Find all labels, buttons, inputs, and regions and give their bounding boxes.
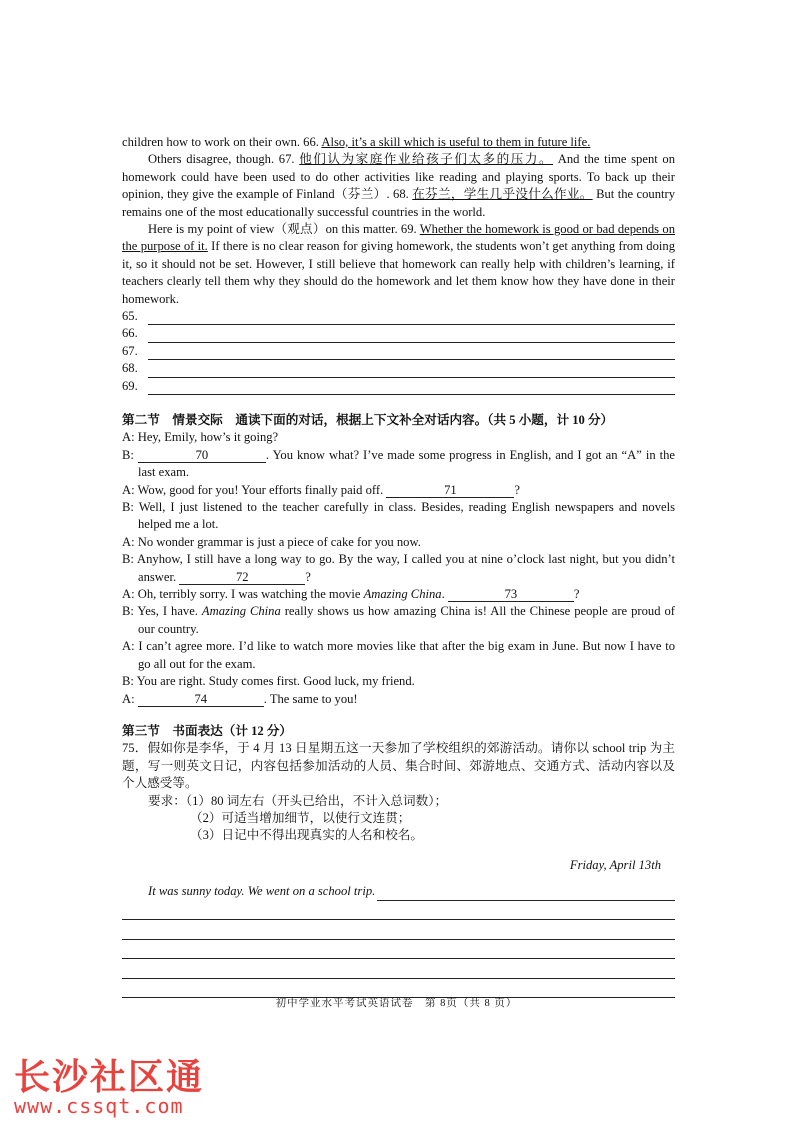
- watermark-logo: 长沙社区通: [14, 1057, 205, 1098]
- dialogue-line: A: No wonder grammar is just a piece of cake for you now.: [122, 534, 421, 549]
- answer-line-65[interactable]: 65.: [122, 308, 675, 325]
- underlined-sentence-67: 他们认为家庭作业给孩子们太多的压力。: [299, 152, 554, 167]
- paragraph-3: Here is my point of view（观点）on this matter. 69. Whether the homework is good or bad depends on the purpose of it. If there is no clear reason for giving homework, the students won’t get anything from doing it, so it should not be set. However, I still believe that homework can really help with children’s learning, if teachers clearly tell them why they should do the homework and let them know how they have done in their homework.: [122, 222, 675, 306]
- page-footer: 初中学业水平考试英语试卷 第 8页（共 8 页）: [275, 998, 518, 1009]
- watermark-url: www.cssqt.com: [14, 1094, 184, 1118]
- blank-74[interactable]: 74: [138, 693, 264, 707]
- requirement-2: （2）可适当增加细节，以使行文连贯；: [190, 811, 411, 826]
- diary-start-line[interactable]: It was sunny today. We went on a school trip.: [122, 883, 675, 900]
- section-2-title: 第二节 情景交际 通读下面的对话，根据上下文补全对话内容。（共 5 小题，计 10 分）: [122, 413, 614, 427]
- dialogue-line: A: 74 . The same to you!: [122, 691, 358, 706]
- writing-line[interactable]: [122, 920, 675, 940]
- answer-blank[interactable]: [148, 347, 675, 360]
- section-3-writing: [122, 723, 675, 998]
- dialogue-line: B: 70 . You know what? I’ve made some progress in English, and I got an “A” in the last exam.: [122, 447, 675, 480]
- diary-date: Friday, April 13th: [569, 857, 661, 872]
- blank-72[interactable]: 72: [179, 571, 305, 585]
- answer-blank[interactable]: [148, 382, 675, 395]
- answer-blank[interactable]: [148, 365, 675, 378]
- dialogue-line: B: Well, I just listened to the teacher carefully in class. Besides, reading English newspapers and novels helped me a lot.: [122, 500, 675, 532]
- paragraph-2: Others disagree, though. 67. 他们认为家庭作业给孩子们太多的压力。 And the time spent on homework could have been used to do other activities like reading and playing sports. To back up their opinion, they give the example of Finland（芬兰）. 68. 在芬兰，学生几乎没什么作业。 But the country remains one of the most educationally successful countries in the world.: [122, 152, 676, 219]
- dialogue-line: A: Wow, good for you! Your efforts finally paid off. 71 ?: [122, 482, 520, 497]
- answer-line-68[interactable]: 68.: [122, 360, 675, 377]
- answer-blank[interactable]: [148, 312, 675, 325]
- answer-line-69[interactable]: 69.: [122, 378, 675, 395]
- dialogue-line: A: I can’t agree more. I’d like to watch more movies like that after the big exam in June. But now I have to go all out for the exam.: [122, 639, 675, 671]
- dialogue-line: B: You are right. Study comes first. Good luck, my friend.: [122, 674, 415, 689]
- blank-70[interactable]: 70: [138, 449, 266, 463]
- writing-line[interactable]: [122, 940, 675, 960]
- requirement-3: （3）日记中不得出现真实的人名和校名。: [190, 828, 423, 843]
- reading-passage: [122, 134, 675, 395]
- section-2-dialogue: [122, 412, 675, 708]
- answer-line-66[interactable]: 66.: [122, 325, 675, 342]
- answer-blank[interactable]: [148, 330, 675, 343]
- paragraph-1: children how to work on their own. 66. Also, it’s a skill which is useful to them in future life.: [122, 135, 591, 149]
- section-3-title: 第三节 书面表达（计 12 分）: [122, 724, 293, 738]
- underlined-sentence-66: Also, it’s a skill which is useful to them in future life.: [321, 135, 591, 149]
- underlined-sentence-68: 在芬兰，学生几乎没什么作业。: [412, 187, 593, 202]
- dialogue-line: B: Anyhow, I still have a long way to go. By the way, I called you at nine o’clock last night, but you didn’t answer. 72 ?: [122, 552, 675, 584]
- writing-blank[interactable]: [377, 888, 675, 901]
- writing-prompt: 75．假如你是李华，于 4 月 13 日星期五这一天参加了学校组织的郊游活动。请你以 school trip 为主题，写一则英文日记，内容包括参加活动的人员、集合时间、郊游地点、交通方式、活动内容以及个人感受等。: [122, 741, 675, 791]
- dialogue-line: A: Hey, Emily, how’s it going?: [122, 430, 279, 445]
- underlined-sentence-69: Whether the homework is good or bad depends on the purpose of it.: [122, 222, 675, 254]
- writing-line[interactable]: [122, 901, 675, 921]
- requirement-1: 要求：（1）80 词左右（开头已给出，不计入总词数）；: [148, 793, 448, 808]
- blank-73[interactable]: 73: [448, 588, 574, 602]
- writing-line[interactable]: [122, 959, 675, 979]
- blank-71[interactable]: 71: [386, 484, 514, 498]
- answer-line-67[interactable]: 67.: [122, 343, 675, 360]
- dialogue-line: B: Yes, I have. Amazing China really shows us how amazing China is! All the Chinese people are proud of our country.: [122, 604, 675, 636]
- dialogue-line: A: Oh, terribly sorry. I was watching the movie Amazing China. 73 ?: [122, 587, 580, 602]
